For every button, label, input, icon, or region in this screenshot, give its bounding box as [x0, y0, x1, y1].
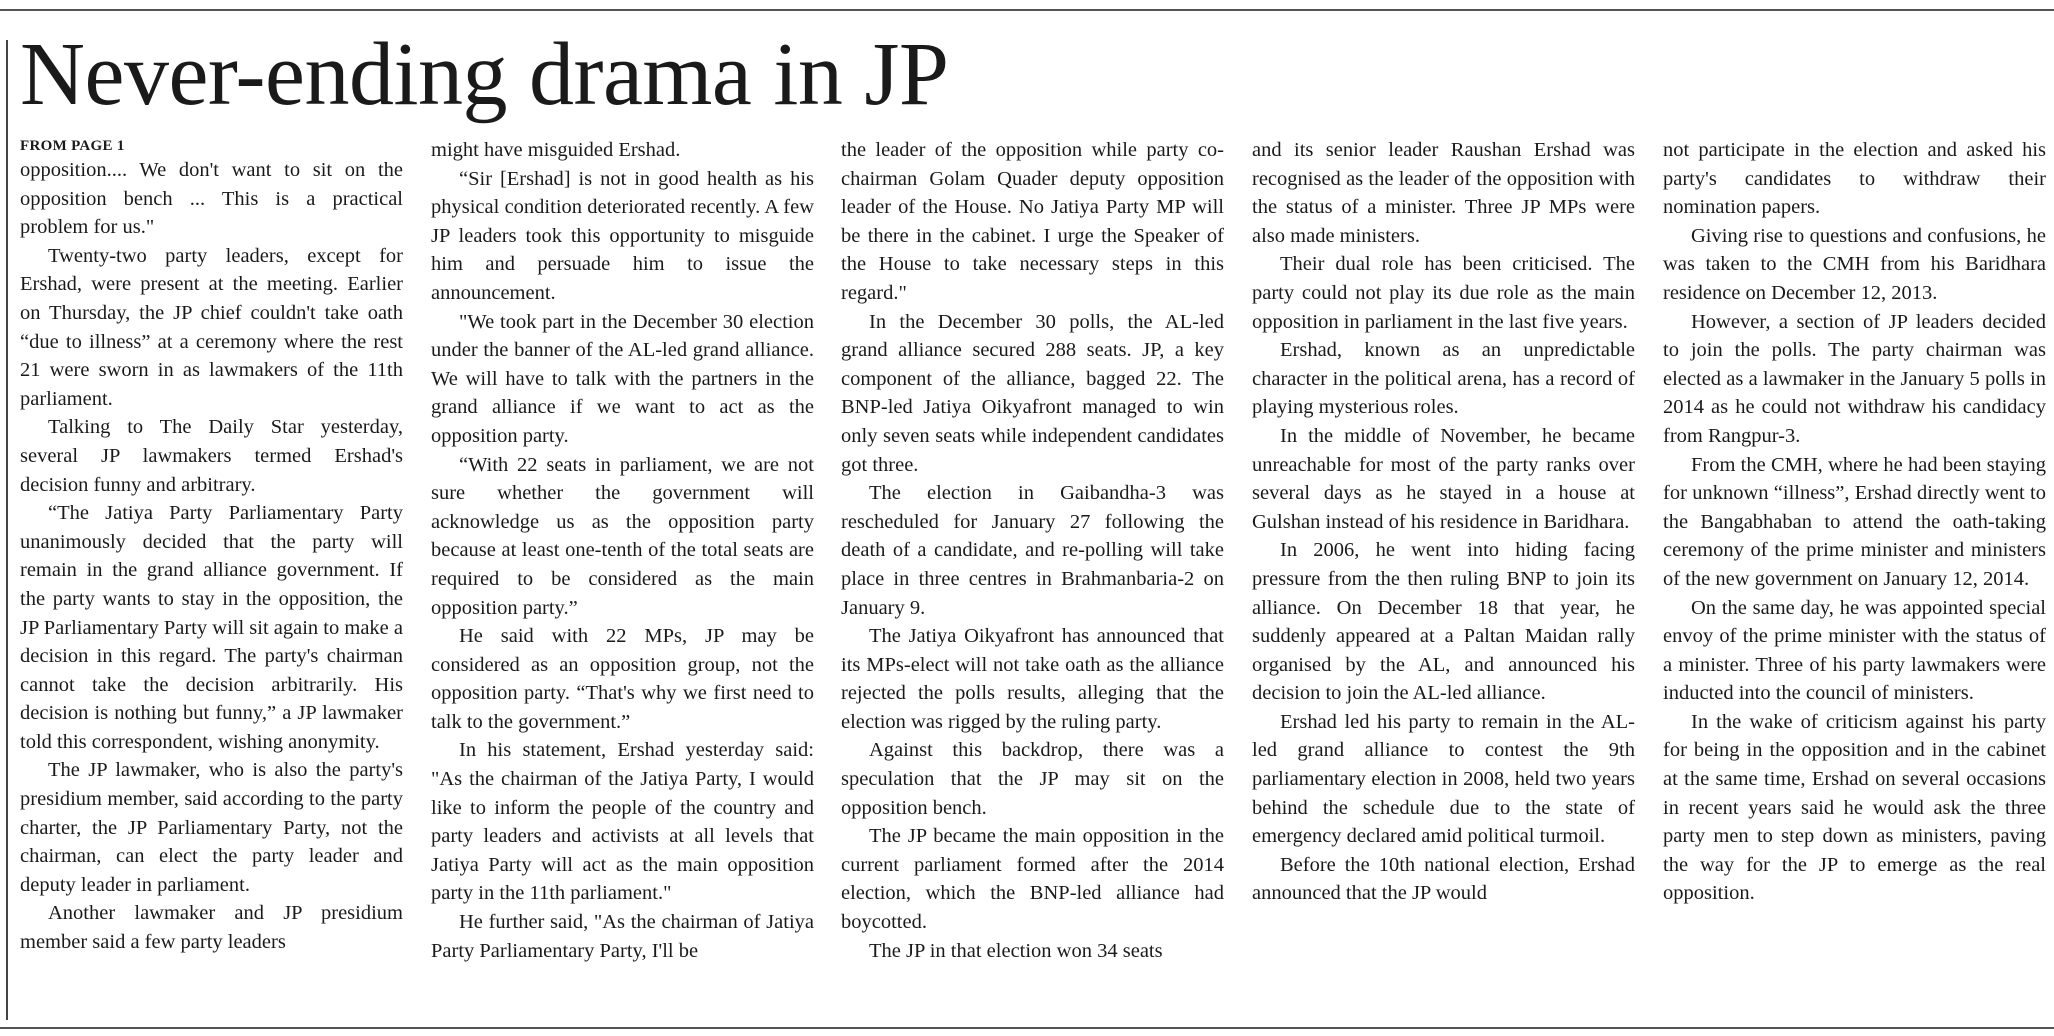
- paragraph: In 2006, he went into hiding facing pressure from the then ruling BNP to join its alliance. On December 18 that year, he suddenly appeared at a Paltan Maidan rally organised by the AL, and announced his decision to join the AL-led alliance.: [1252, 539, 1635, 705]
- column-1: [20, 136, 403, 1016]
- paragraph: Against this backdrop, there was a speculation that the JP may sit on the opposition bench.: [841, 739, 1224, 819]
- paragraph: In his statement, Ershad yesterday said: "As the chairman of the Jatiya Party, I would like to inform the people of the country and party leaders and activists at all levels that Jatiya Party will act as the main opposition party in the 11th parliament.": [431, 739, 814, 905]
- paragraph: Another lawmaker and JP presidium member said a few party leaders: [20, 902, 403, 954]
- paragraph: The Jatiya Oikyafront has announced that its MPs-elect will not take oath as the alliance rejected the polls results, alleging that the election was rigged by the ruling party.: [841, 625, 1224, 733]
- paragraph: In the December 30 polls, the AL-led grand alliance secured 288 seats. JP, a key component of the alliance, bagged 22. The BNP-led Jatiya Oikyafront managed to win only seven seats while independent candidates got three.: [841, 310, 1224, 476]
- paragraph: On the same day, he was appointed special envoy of the prime minister with the status of a minister. Three of his party lawmakers were inducted into the council of ministers.: [1663, 596, 2046, 705]
- paragraph: He said with 22 MPs, JP may be considered as an opposition group, not the opposition party. “That's why we first need to talk to the government.”: [431, 625, 814, 733]
- paragraph: He further said, "As the chairman of Jatiya Party Parliamentary Party, I'll be: [431, 911, 814, 962]
- kicker: FROM PAGE 1: [20, 138, 125, 154]
- paragraph: Their dual role has been criticised. The party could not play its due role as the main opposition in parliament in the last five years.: [1252, 253, 1635, 333]
- paragraph: From the CMH, where he had been staying for unknown “illness”, Ershad directly went to the Bangabhaban to attend the oath-taking ceremony of the prime minister and ministers of the new government on January 12, 2014.: [1663, 453, 2046, 590]
- bottom-rule: [0, 1027, 2054, 1029]
- column-5: [1663, 136, 2046, 1016]
- paragraph: not participate in the election and asked his party's candidates to withdraw their nomination papers.: [1663, 139, 2046, 219]
- paragraph: The JP lawmaker, who is also the party's presidium member, said according to the party charter, the JP Parliamentary Party, not the chairman, can elect the party leader and deputy leader in parliament.: [20, 759, 403, 896]
- paragraph: “Sir [Ershad] is not in good health as his physical condition deteriorated recently. A few JP leaders took this opportunity to misguide him and persuade him to issue the announcement.: [431, 167, 814, 304]
- paragraph: Twenty-two party leaders, except for Ershad, were present at the meeting. Earlier on Thursday, the JP chief couldn't take oath “due to illness” at a ceremony where the rest 21 were sworn in as lawmakers of the 11th parliament.: [20, 244, 403, 410]
- paragraph: opposition.... We don't want to sit on the opposition bench ... This is a practical problem for us.": [20, 159, 403, 239]
- left-rule: [6, 40, 8, 1020]
- paragraph: In the wake of criticism against his party for being in the opposition and in the cabinet at the same time, Ershad on several occasions in recent years said he would ask the three party men to step down as ministers, paving the way for the JP to emerge as the real opposition.: [1663, 710, 2046, 905]
- paragraph: Ershad led his party to remain in the AL-led grand alliance to contest the 9th parliamentary election in 2008, held two years behind the schedule due to the state of emergency declared amid political turmoil.: [1252, 710, 1635, 848]
- paragraph: “The Jatiya Party Parliamentary Party unanimously decided that the party will remain in the grand alliance government. If the party wants to stay in the opposition, the JP Parliamentary Party will sit again to make a decision in this regard. The party's chairman cannot take the decision arbitrarily. His decision is nothing but funny,” a JP lawmaker told this correspondent, wishing anonymity.: [20, 502, 403, 753]
- paragraph: the leader of the opposition while party co-chairman Golam Quader deputy opposition leader of the House. No Jatiya Party MP will be there in the cabinet. I urge the Speaker of the House to take necessary steps in this regard.": [841, 139, 1224, 304]
- paragraph: Before the 10th national election, Ershad announced that the JP would: [1252, 853, 1635, 905]
- paragraph: The JP in that election won 34 seats: [869, 939, 1163, 962]
- column-2: [431, 136, 814, 1016]
- top-rule: [0, 9, 2054, 11]
- column-4: [1252, 136, 1635, 1016]
- column-3: [841, 136, 1224, 1016]
- paragraph: Giving rise to questions and confusions, he was taken to the CMH from his Baridhara residence on December 12, 2013.: [1663, 224, 2046, 304]
- paragraph: In the middle of November, he became unreachable for most of the party ranks over several days as he stayed in a house at Gulshan instead of his residence in Baridhara.: [1252, 424, 1635, 533]
- paragraph: and its senior leader Raushan Ershad was recognised as the leader of the opposition with the status of a minister. Three JP MPs were also made ministers.: [1252, 139, 1635, 247]
- paragraph: "We took part in the December 30 election under the banner of the AL-led grand alliance. We will have to talk with the partners in the grand alliance if we want to act as the opposition party.: [431, 310, 814, 447]
- paragraph: The election in Gaibandha-3 was rescheduled for January 27 following the death of a candidate, and re-polling will take place in three centres in Brahmanbaria-2 on January 9.: [841, 482, 1224, 619]
- headline: Never-ending drama in JP: [20, 25, 949, 124]
- paragraph: However, a section of JP leaders decided to join the polls. The party chairman was elected as a lawmaker in the January 5 polls in 2014 as he could not withdraw his candidacy from Rangpur-3.: [1663, 310, 2046, 447]
- paragraph: might have misguided Ershad.: [431, 139, 681, 161]
- paragraph: “With 22 seats in parliament, we are not sure whether the government will acknowledge us as the opposition party because at least one-tenth of the total seats are required to be considered as the main opposition party.”: [431, 453, 814, 619]
- paragraph: The JP became the main opposition in the current parliament formed after the 2014 election, which the BNP-led alliance had boycotted.: [841, 825, 1224, 934]
- paragraph: Talking to The Daily Star yesterday, several JP lawmakers termed Ershad's decision funny and arbitrary.: [20, 416, 403, 496]
- paragraph: Ershad, known as an unpredictable character in the political arena, has a record of playing mysterious roles.: [1252, 339, 1635, 419]
